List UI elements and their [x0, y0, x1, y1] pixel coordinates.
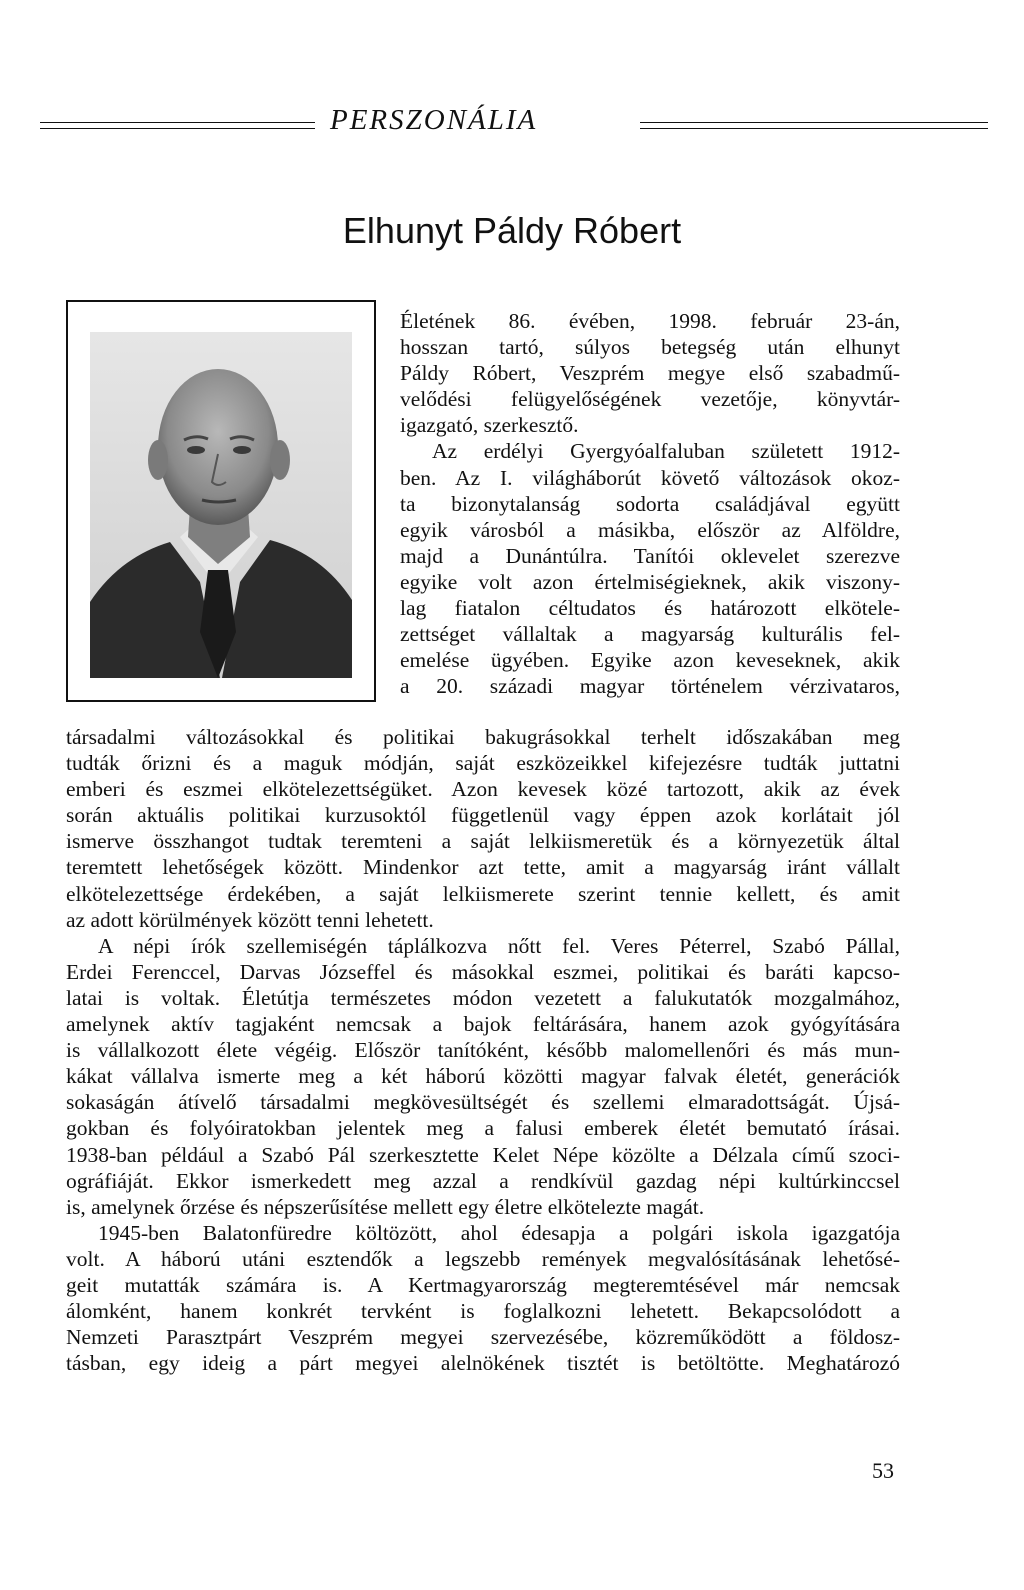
page-number: 53 — [872, 1458, 894, 1483]
column-line: emelése ügyében. Egyike azon keveseknek, akik — [400, 648, 900, 673]
body-line: gokban és folyóiratokban jelentek meg a falusi emberek életét bemutató írásai. — [66, 1116, 900, 1141]
body-line: elkötelezettsége érdekében, a saját lelkiismerete szerint tennie kellett, és amit — [66, 881, 900, 906]
section-title: PERSZONÁLIA — [330, 104, 538, 136]
column-line: ben. Az I. világháborút követő változások okoz- — [400, 465, 900, 490]
body-line: ismerve összhangot tudtak teremteni a saját lelkiismeretük és a környezetük által — [66, 829, 900, 854]
column-line: Páldy Róbert, Veszprém megye első szabadmű- — [400, 361, 900, 386]
column-line: a 20. századi magyar történelem vérzivataros, — [400, 674, 900, 699]
body-line: társadalmi változásokkal és politikai bakugrásokkal terhelt időszakában meg — [66, 725, 900, 749]
article-title: Elhunyt Páldy Róbert — [342, 210, 682, 251]
column-line: zettséget vállaltak a magyarság kulturális fel- — [400, 622, 900, 647]
column-line: igazgató, szerkesztő. — [400, 413, 579, 438]
body-text — [66, 724, 900, 1376]
body-line: tudták őrizni és a maguk módján, saját eszközeikkel kifejezésre tudták juttatni — [66, 751, 900, 776]
body-line: sokaságán átívelő társadalmi megkövesültségét és szellemi elmaradottságát. Újsá- — [66, 1090, 900, 1115]
body-line: kákat vállalva ismerte meg a két háború közötti magyar falvak életét, generációk — [66, 1064, 900, 1089]
body-line: tásban, egy ideig a párt megyei alelnökének tisztét is betöltötte. Meghatározó — [66, 1351, 900, 1376]
header-rule-right — [640, 122, 988, 129]
header-rule-left — [40, 122, 315, 129]
column-line: majd a Dunántúlra. Tanítói oklevelet szerezve — [400, 543, 900, 568]
column-line: Az erdélyi Gyergyóalfaluban született 1912- — [432, 439, 900, 464]
body-line: volt. A háború utáni esztendők a legszebb remények megvalósításának lehetősé- — [66, 1246, 900, 1271]
portrait-frame — [66, 300, 376, 702]
body-line: emberi és eszmei elkötelezettségüket. Azon kevesek közé tartozott, akik az évek — [66, 777, 900, 802]
portrait-photo-icon — [90, 332, 352, 678]
column-line: velődési felügyelőségének vezetője, könyvtár- — [400, 387, 900, 412]
body-line: is vállalkozott élete végéig. Először tanítóként, később malomellenőri és más mun- — [66, 1038, 900, 1063]
body-line: geit mutatták számára is. A Kertmagyarország megteremtésével már nemcsak — [66, 1272, 900, 1297]
body-line: álomként, hanem konkrét tervként is foglalkozni lehetett. Bekapcsolódott a — [66, 1299, 900, 1324]
column-line: lag fiatalon céltudatos és határozott elkötele- — [400, 596, 900, 621]
body-line: 1938-ban például a Szabó Pál szerkesztette Kelet Népe közölte a Délzala című szoci- — [66, 1142, 900, 1167]
body-line: amelynek aktív tagjaként nemcsak a bajok feltárására, hanem azok gyógyítására — [66, 1012, 900, 1037]
column-line: egyike volt azon értelmiségieknek, akik viszony- — [400, 569, 900, 594]
body-line: ográfiáját. Ekkor ismerkedett meg azzal a rendkívül gazdag népi kultúrkinccsel — [66, 1168, 900, 1193]
body-line: Erdei Ferenccel, Darvas Józseffel és másokkal eszmei, politikai és baráti kapcso- — [66, 959, 900, 984]
body-line: Nemzeti Parasztpárt Veszprém megyei szervezésébe, közreműködött a földosz- — [66, 1325, 900, 1350]
body-line: az adott körülmények között tenni lehetett. — [66, 907, 434, 932]
intro-column — [400, 308, 900, 699]
column-line: egyik városból a másikba, először az Alföldre, — [400, 517, 900, 542]
body-line: teremtett lehetőségek között. Mindenkor azt tette, amit a magyarság iránt vállalt — [66, 855, 900, 880]
column-line: ta bizonytalanság sodorta családjával együtt — [400, 491, 900, 516]
section-header — [40, 104, 988, 144]
column-line: hosszan tartó, súlyos betegség után elhunyt — [400, 335, 900, 360]
body-line: latai is voltak. Életútja természetes módon vezetett a falukutatók mozgalmához, — [66, 985, 900, 1010]
body-line: során aktuális politikai kurzusoktól függetlenül vagy éppen azok korlátait jól — [66, 803, 900, 828]
body-line: A népi írók szellemiségén táplálkozva nőtt fel. Veres Péterrel, Szabó Pállal, — [98, 933, 900, 958]
body-line: is, amelynek őrzése és népszerűsítése mellett egy életre elkötelezte magát. — [66, 1194, 705, 1219]
column-line: Életének 86. évében, 1998. február 23-án, — [400, 309, 900, 333]
body-line: 1945-ben Balatonfüredre költözött, ahol édesapja a polgári iskola igazgatója — [98, 1220, 900, 1245]
